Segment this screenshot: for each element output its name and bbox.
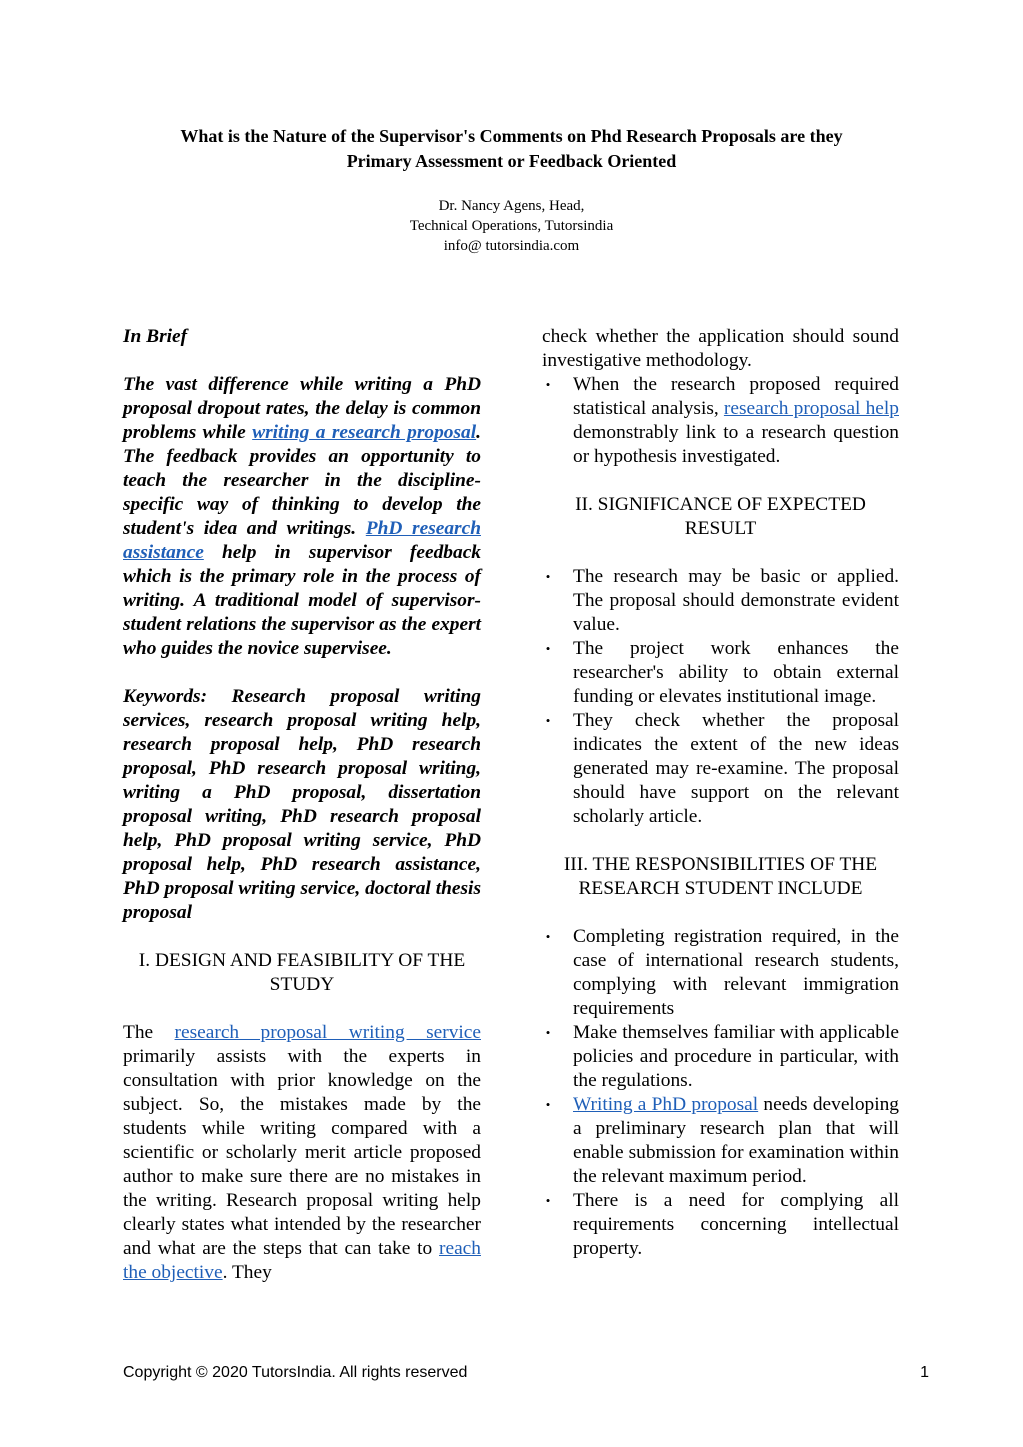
author-block xyxy=(200,196,823,256)
section-1-text-3: . They xyxy=(222,1262,272,1283)
reach-the-objective-link[interactable]: reach the objective xyxy=(123,1238,481,1283)
keywords-paragraph: Keywords: Research proposal writing services, research proposal writing help, research proposal help, PhD research proposal, PhD research proposal writing, writing a PhD proposal, dissertation proposal writing, PhD research proposal help, PhD proposal writing service, PhD proposal help, PhD research assistance, PhD proposal writing service, doctoral thesis proposal xyxy=(123,686,481,923)
section-1-paragraph xyxy=(123,1021,481,1285)
list-item xyxy=(542,709,899,829)
author-affiliation: Technical Operations, Tutorsindia xyxy=(409,218,614,234)
bullet-text: The project work enhances the researcher's ability to obtain external funding or elevates institutional image. xyxy=(573,638,899,707)
section-1-continuation: check whether the application should sound investigative methodology. xyxy=(542,326,899,371)
section-3-heading: III. THE RESPONSIBILITIES OF THE RESEARCH STUDENT INCLUDE xyxy=(563,854,878,899)
section-1-heading: I. DESIGN AND FEASIBILITY OF THE STUDY xyxy=(138,950,466,995)
right-column xyxy=(542,325,899,1261)
bullet-icon: • xyxy=(545,641,551,656)
page-number: 1 xyxy=(920,1364,929,1381)
bullet-text: There is a need for complying all requirements concerning intellectual property. xyxy=(573,1190,899,1259)
bullet-text: They check whether the proposal indicates the extent of the new ideas generated may re-examine. The proposal should have support on the relevant scholarly article. xyxy=(573,710,899,827)
section-1-text-1: The xyxy=(123,1022,175,1043)
list-item xyxy=(542,565,899,637)
brief-paragraph xyxy=(123,373,481,661)
bullet-icon: • xyxy=(545,929,551,944)
bullet-text: The research may be basic or applied. The proposal should demonstrate evident value. xyxy=(573,566,899,635)
bullet-icon: • xyxy=(545,569,551,584)
author-email: info@ tutorsindia.com xyxy=(443,238,580,254)
title-line-2: Primary Assessment or Feedback Oriented xyxy=(346,151,677,171)
list-item xyxy=(542,373,899,469)
copyright-text: Copyright © 2020 TutorsIndia. All rights reserved xyxy=(123,1364,468,1381)
bullet-text: When the research proposed required statistical analysis, xyxy=(573,374,899,419)
brief-text-3: help in supervisor feedback which is the primary role in the process of writing. A traditional model of supervisor-student relations the supervisor as the expert who guides the novice supervisee. xyxy=(123,542,481,659)
phd-research-assistance-link[interactable]: PhD research assistance xyxy=(123,518,481,563)
page-title xyxy=(90,124,933,174)
list-item xyxy=(542,925,899,1021)
bullet-icon: • xyxy=(545,1097,551,1112)
bullet-text: needs developing a preliminary research plan that will enable submission for examination within the relevant maximum period. xyxy=(573,1094,899,1187)
writing-a-phd-proposal-link[interactable]: Writing a PhD proposal xyxy=(573,1094,759,1115)
bullet-icon: • xyxy=(545,713,551,728)
page-footer xyxy=(123,1364,929,1386)
research-proposal-writing-service-link[interactable]: research proposal writing service xyxy=(174,1022,481,1043)
bullet-icon: • xyxy=(545,1193,551,1208)
list-item xyxy=(542,1093,899,1189)
brief-heading: In Brief xyxy=(123,326,188,347)
writing-a-research-proposal-link[interactable]: writing a research proposal xyxy=(252,422,477,443)
section-1-text-2: primarily assists with the experts in consultation with prior knowledge on the subject. So, the mistakes made by the students while writing compared with a scientific or scholarly merit article proposed author to make sure there are no mistakes in the writing. Research proposal writing help clearly states what intended by the researcher and what are the steps that can take to xyxy=(123,1046,481,1259)
brief-text-1: The vast difference while writing a PhD proposal dropout rates, the delay is common problems while xyxy=(123,374,481,443)
brief-text-2: . The feedback provides an opportunity to teach the researcher in the discipline-specific way of thinking to develop the student's idea and writings. xyxy=(123,422,481,539)
section-2-heading: II. SIGNIFICANCE OF EXPECTED RESULT xyxy=(575,494,866,539)
bullet-text: Make themselves familiar with applicable policies and procedure in particular, with the regulations. xyxy=(573,1022,899,1091)
bullet-icon: • xyxy=(545,377,551,392)
list-item xyxy=(542,637,899,709)
title-line-1: What is the Nature of the Supervisor's Comments on Phd Research Proposals are they xyxy=(180,126,843,146)
bullet-text: demonstrably link to a research question or hypothesis investigated. xyxy=(573,422,899,467)
left-column xyxy=(123,325,481,1285)
bullet-icon: • xyxy=(545,1025,551,1040)
bullet-text: Completing registration required, in the case of international research students, complying with relevant immigration requirements xyxy=(573,926,899,1019)
list-item xyxy=(542,1021,899,1093)
author-name: Dr. Nancy Agens, Head, xyxy=(438,198,585,214)
research-proposal-help-link[interactable]: research proposal help xyxy=(723,398,899,419)
list-item xyxy=(542,1189,899,1261)
